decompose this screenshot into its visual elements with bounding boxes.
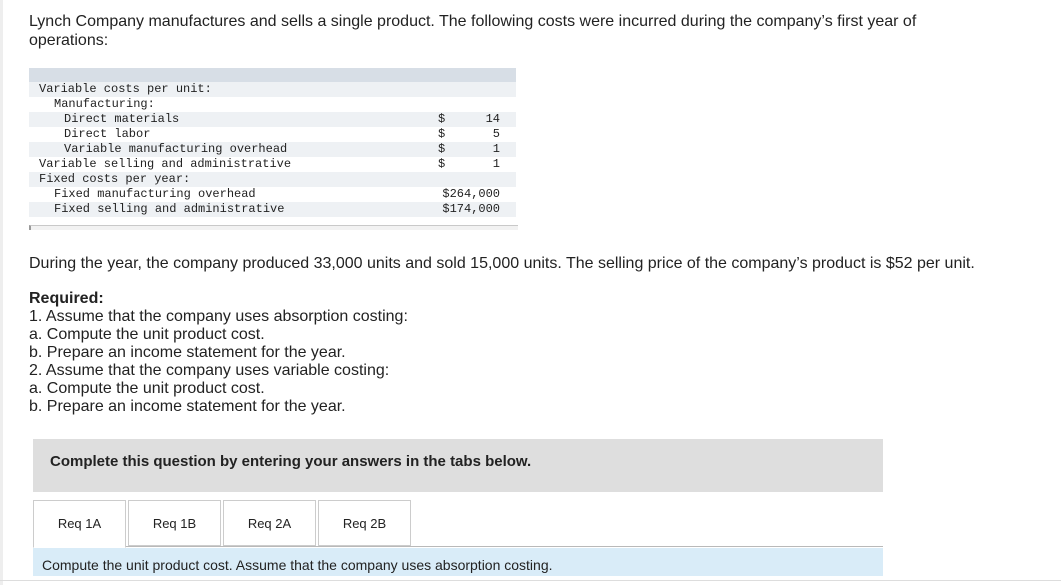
row-label: Direct labor <box>64 127 151 141</box>
required-line: 1. Assume that the company uses absorption costing: <box>29 308 408 325</box>
production-info: During the year, the company produced 33,000 units and sold 15,000 units. The selling price of the company’s product is $52 per unit. <box>29 255 975 272</box>
tab-instruction-text: Compute the unit product cost. Assume that the company uses absorption costing. <box>42 557 553 573</box>
tab-req-2b[interactable]: Req 2B <box>318 500 411 546</box>
table-row <box>29 112 516 127</box>
required-line: b. Prepare an income statement for the year. <box>29 344 346 361</box>
row-value: 5 <box>492 127 500 141</box>
row-value: 1 <box>492 142 500 156</box>
row-value: $174,000 <box>442 202 500 216</box>
table-row <box>29 187 516 202</box>
required-line: a. Compute the unit product cost. <box>29 380 265 397</box>
tabs-divider <box>33 546 883 547</box>
dollar-sign: $ <box>438 112 446 126</box>
table-row <box>29 97 516 112</box>
required-line: b. Prepare an income statement for the year. <box>29 398 346 415</box>
required-line: 2. Assume that the company uses variable costing: <box>29 362 390 379</box>
instructions-banner <box>33 439 883 492</box>
cost-table-header <box>29 68 516 82</box>
table-row <box>29 202 516 217</box>
row-label: Variable manufacturing overhead <box>64 142 288 156</box>
row-label: Direct materials <box>64 112 180 126</box>
page-divider <box>0 580 1061 581</box>
table-row <box>29 142 516 157</box>
problem-intro: Lynch Company manufactures and sells a single product. The following costs were incurred during the company’s first year of operations: <box>29 13 917 49</box>
required-section <box>29 290 408 416</box>
cost-table <box>29 68 516 217</box>
row-value: 14 <box>485 112 500 126</box>
tab-instruction <box>33 548 883 576</box>
tab-req-1b[interactable]: Req 1B <box>128 500 221 546</box>
row-label: Manufacturing: <box>54 97 155 111</box>
row-value: 1 <box>492 157 500 171</box>
left-edge-divider <box>0 0 3 585</box>
required-line: a. Compute the unit product cost. <box>29 326 265 343</box>
row-label: Fixed selling and administrative <box>54 202 285 216</box>
required-title: Required: <box>29 290 104 307</box>
row-label: Fixed manufacturing overhead <box>54 187 256 201</box>
dollar-sign: $ <box>438 157 446 171</box>
dollar-sign: $ <box>438 127 446 141</box>
tab-req-2a[interactable]: Req 2A <box>223 500 316 546</box>
table-row <box>29 82 516 97</box>
table-row <box>29 172 516 187</box>
row-label: Variable costs per unit: <box>39 82 212 96</box>
row-label: Variable selling and administrative <box>39 157 292 171</box>
table-footer-bar <box>29 225 518 230</box>
table-row <box>29 157 516 172</box>
row-value: $264,000 <box>442 187 500 201</box>
instructions-banner-text: Complete this question by entering your answers in the tabs below. <box>50 453 532 470</box>
tab-req-1a[interactable]: Req 1A <box>33 500 126 548</box>
row-label: Fixed costs per year: <box>39 172 191 186</box>
table-row <box>29 127 516 142</box>
dollar-sign: $ <box>438 142 446 156</box>
